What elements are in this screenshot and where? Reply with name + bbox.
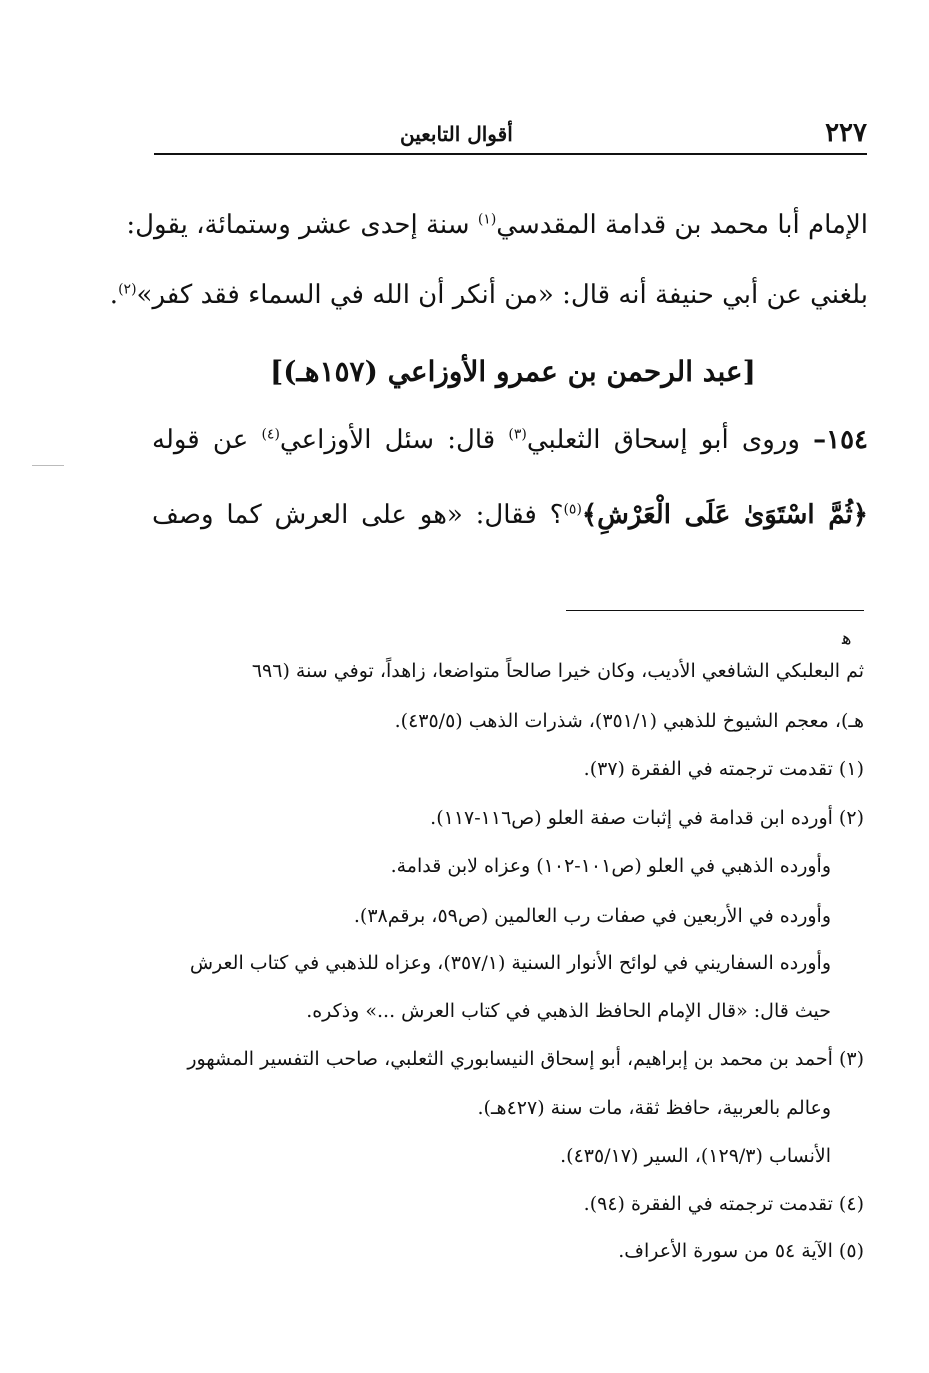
- footnote-line: وأورده السفاريني في لوائح الأنوار السنية (٣٥٧/١)، وعزاه للذهبي في كتاب العرش: [189, 952, 831, 974]
- footnote-line: وعالم بالعربية، حافظ ثقة، مات سنة (٤٢٧هـ).: [477, 1097, 831, 1119]
- main-line-2: بلغني عن أبي حنيفة أنه قال: «من أنكر أن الله في السماء فقد كفر»$^{(٢)}$.: [109, 280, 868, 310]
- entry-line-1-c: عن قوله: [152, 425, 249, 455]
- entry-line-1-b: قال: سئل الأوزاعي: [279, 425, 496, 455]
- running-title: أقوال التابعين: [400, 122, 513, 146]
- page-number: ٢٢٧: [825, 118, 867, 148]
- note-ref-3: (٣): [508, 426, 527, 443]
- header-rule: [154, 153, 867, 155]
- footnote-line: (١) تقدمت ترجمته في الفقرة (٣٧).: [583, 758, 864, 780]
- entry-number: ١٥٤–: [813, 425, 869, 455]
- note-ref-1: (١): [477, 211, 497, 228]
- entry-line-1-a: وروى أبو إسحاق الثعلبي: [526, 425, 800, 455]
- footnote-line: وأورده الذهبي في العلو (ص١٠١-١٠٢) وعزاه لابن قدامة.: [390, 855, 831, 877]
- footnote-line: الأنساب (١٢٩/٣)، السير (٤٣٥/١٧).: [560, 1145, 831, 1167]
- footnote-line: هـ)، معجم الشيوخ للذهبي (٣٥١/١)، شذرات الذهب (٤٣٥/٥).: [394, 710, 864, 732]
- main-line-2-text: بلغني عن أبي حنيفة أنه قال: «من أنكر أن الله في السماء فقد كفر»: [136, 280, 868, 310]
- note-ref-2: (٢): [118, 281, 137, 298]
- main-line-1: [126, 210, 868, 240]
- entry-line-1: [152, 425, 868, 455]
- quran-verse: ﴿ثُمَّ اسْتَوَىٰ عَلَى الْعَرْشِ﴾: [581, 500, 868, 530]
- footnote-line: (٥) الآية ٥٤ من سورة الأعراف.: [618, 1240, 864, 1262]
- margin-mark: [32, 465, 64, 466]
- note-ref-4: (٤): [261, 426, 280, 443]
- footnote-line: (٣) أحمد بن محمد بن إبراهيم، أبو إسحاق النيسابوري الثعلبي، صاحب التفسير المشهور: [187, 1048, 864, 1070]
- footnote-line: (٢) أورده ابن قدامة في إثبات صفة العلو (ص١١٦-١١٧).: [430, 807, 864, 829]
- footnote-continuation-mark: ﻫ: [842, 628, 852, 649]
- section-heading: [عبد الرحمن بن عمرو الأوزاعي (١٥٧هـ)]: [270, 355, 756, 388]
- entry-line-2-b: ؟ فقال: «هو على العرش كما وصف: [152, 500, 564, 530]
- footnote-line: حيث قال: «قال الإمام الحافظ الذهبي في كتاب العرش ...» وذكره.: [306, 1000, 831, 1022]
- footnote-line: (٤) تقدمت ترجمته في الفقرة (٩٤).: [583, 1193, 864, 1215]
- note-ref-5: (٥): [563, 501, 582, 518]
- main-line-1-tail: سنة إحدى عشر وستمائة، يقول:: [126, 210, 470, 240]
- footnote-line: ثم البعلبكي الشافعي الأديب، وكان خيرا صالحاً متواضعا، زاهداً، توفي سنة (٦٩٦: [251, 660, 864, 682]
- footnote-rule: [566, 610, 864, 611]
- entry-line-2: [152, 500, 868, 530]
- footnote-line: وأورده في الأربعين في صفات رب العالمين (ص٥٩، برقم٣٨).: [353, 905, 831, 927]
- main-line-1-text: الإمام أبا محمد بن قدامة المقدسي: [496, 210, 868, 240]
